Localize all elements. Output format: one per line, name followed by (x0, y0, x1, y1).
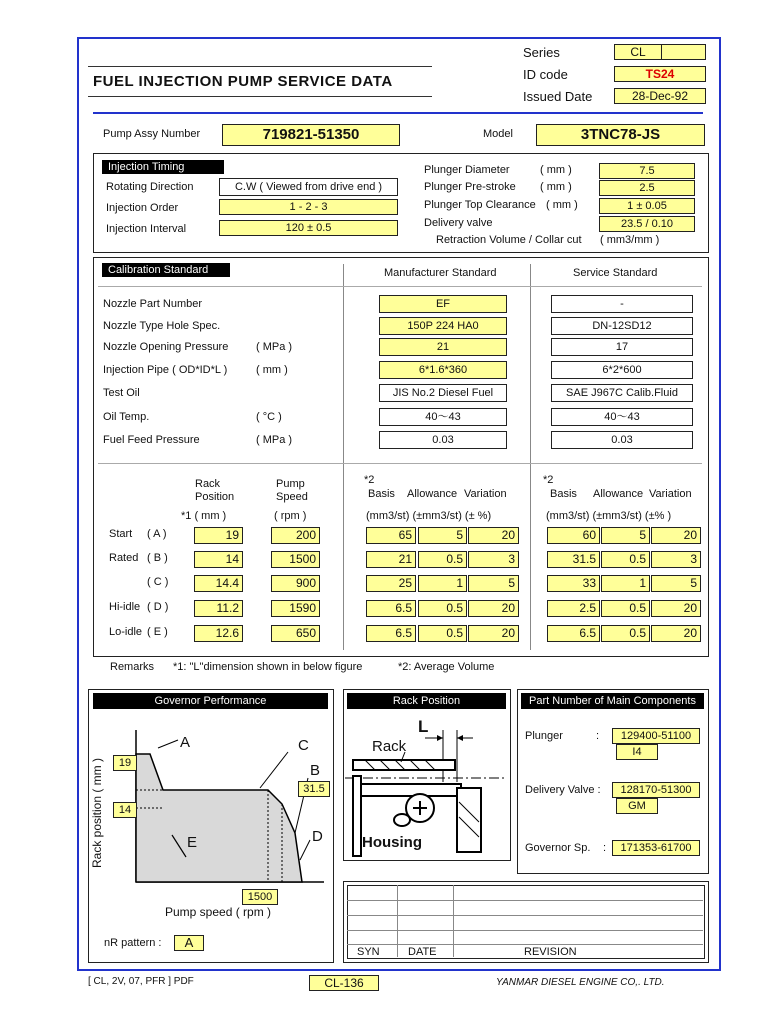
remarks-label: Remarks (110, 661, 155, 673)
cal-row-label: Nozzle Type Hole Spec. (103, 320, 221, 332)
perf-cell-s-allow: 0.5 (601, 600, 650, 617)
governor-point-a: A (180, 734, 191, 751)
cal-row-svc: SAE J967C Calib.Fluid (551, 384, 693, 402)
governor-y-14: 14 (113, 802, 137, 818)
nr-pattern-value: A (174, 935, 204, 951)
plunger-colon: : (596, 730, 600, 742)
perf-row-code: ( A ) (147, 528, 167, 540)
revision-line-4 (347, 944, 703, 945)
perf-cell-s-var: 20 (651, 625, 701, 642)
retraction-unit: ( mm3/mm ) (600, 234, 660, 246)
governor-x-1500: 1500 (242, 889, 278, 905)
delivery-label: Delivery valve (424, 217, 493, 229)
governor-y-19: 19 (113, 755, 137, 771)
cal-row-svc: 6*2*600 (551, 361, 693, 379)
perf-cell-rack: 14 (194, 551, 243, 568)
perf-row-code: ( C ) (147, 576, 169, 588)
perf-cell-m-var: 3 (468, 551, 519, 568)
perf-cell-s-var: 3 (651, 551, 701, 568)
note2-svc: *2 (543, 474, 554, 486)
perf-cell-s-var: 20 (651, 600, 701, 617)
revision-vline-2 (453, 885, 454, 957)
perf-cell-speed: 200 (271, 527, 320, 544)
interval-label: Injection Interval (106, 223, 187, 235)
governor-b-value: 31.5 (298, 781, 330, 797)
series-value: CL (614, 44, 662, 60)
id-value: TS24 (614, 66, 706, 82)
perf-cell-m-basis: 65 (366, 527, 416, 544)
remark-2: *2: Average Volume (398, 661, 495, 673)
cal-row-svc: 17 (551, 338, 693, 356)
rotating-value: C.W ( Viewed from drive end ) (219, 178, 398, 196)
mfr-basis: Basis (368, 488, 395, 500)
model-value: 3TNC78-JS (536, 124, 705, 146)
title-underline2 (88, 96, 432, 97)
delivery-valve-label: Delivery Valve : (525, 784, 601, 796)
prestroke-label: Plunger Pre-stroke (424, 181, 516, 193)
parts-header: Part Number of Main Components (521, 693, 704, 709)
series-extra (661, 44, 706, 60)
prestroke-value: 2.5 (599, 180, 695, 196)
svc-basis: Basis (550, 488, 577, 500)
perf-cell-speed: 900 (271, 575, 320, 592)
series-label: Series (523, 45, 560, 60)
perf-cell-m-allow: 0.5 (418, 600, 467, 617)
cal-hline-2 (98, 463, 702, 464)
cal-row-mfr: 40～43 (379, 408, 507, 426)
perf-row-code: ( B ) (147, 552, 168, 564)
perf-cell-m-var: 20 (468, 625, 519, 642)
plunger-dia-unit: ( mm ) (540, 164, 572, 176)
perf-cell-rack: 12.6 (194, 625, 243, 642)
perf-cell-m-var: 5 (468, 575, 519, 592)
perf-cell-m-allow: 1 (418, 575, 467, 592)
cal-row-mfr: 150P 224 HA0 (379, 317, 507, 335)
perf-cell-m-basis: 6.5 (366, 600, 416, 617)
perf-cell-s-allow: 0.5 (601, 551, 650, 568)
perf-cell-m-var: 20 (468, 600, 519, 617)
plunger-dia-value: 7.5 (599, 163, 695, 179)
perf-row-label: Lo-idle (109, 626, 143, 638)
revision-line-2 (347, 915, 703, 916)
remark-1: *1: "L"dimension shown in below figure (173, 661, 363, 673)
perf-cell-s-var: 5 (651, 575, 701, 592)
plunger-part-number: 129400-51100 (612, 728, 700, 744)
perf-row-label: Rated (109, 552, 139, 564)
mfr-standard-header: Manufacturer Standard (384, 267, 497, 279)
mfr-units: (mm3/st) (±mm3/st) (± %) (366, 510, 492, 522)
cal-divider-1 (343, 264, 344, 650)
mfr-allowance: Allowance (407, 488, 458, 500)
rack-l-label: L (418, 717, 429, 736)
footer-company: YANMAR DIESEL ENGINE CO,. LTD. (496, 977, 665, 988)
assy-label: Pump Assy Number (103, 128, 201, 140)
perf-cell-rack: 14.4 (194, 575, 243, 592)
pump-unit: ( rpm ) (274, 510, 307, 522)
plunger-dia-label: Plunger Diameter (424, 164, 510, 176)
cal-row-label: Nozzle Opening Pressure (103, 341, 229, 353)
svc-standard-header: Service Standard (573, 267, 658, 279)
perf-cell-m-basis: 6.5 (366, 625, 416, 642)
cal-row-unit: ( mm ) (256, 364, 288, 376)
perf-cell-speed: 650 (271, 625, 320, 642)
governor-ylabel: Rack position ( mm ) (90, 757, 105, 869)
governor-point-b: B (310, 762, 321, 779)
perf-cell-m-basis: 21 (366, 551, 416, 568)
header-rule (93, 112, 703, 114)
perf-cell-s-allow: 1 (601, 575, 650, 592)
perf-cell-m-allow: 0.5 (418, 551, 467, 568)
perf-row-code: ( D ) (147, 601, 169, 613)
delivery-valve-code: GM (616, 798, 658, 814)
rack-unit: *1 ( mm ) (181, 510, 227, 522)
svc-allowance: Allowance (593, 488, 644, 500)
perf-row-label: Start (109, 528, 133, 540)
cal-row-mfr: 21 (379, 338, 507, 356)
perf-cell-m-var: 20 (468, 527, 519, 544)
pump-header-2: Speed (276, 491, 308, 503)
rotating-label: Rotating Direction (106, 181, 194, 193)
page-title: FUEL INJECTION PUMP SERVICE DATA (93, 73, 393, 90)
perf-cell-rack: 11.2 (194, 600, 243, 617)
retraction-label: Retraction Volume / Collar cut (436, 234, 582, 246)
revision-date: DATE (408, 946, 437, 958)
footer-left: [ CL, 2V, 07, PFR ] PDF (88, 976, 194, 987)
cal-row-label: Oil Temp. (103, 411, 150, 423)
perf-cell-s-var: 20 (651, 527, 701, 544)
svc-units: (mm3/st) (±mm3/st) (±% ) (546, 510, 672, 522)
perf-cell-m-allow: 5 (418, 527, 467, 544)
timing-header: Injection Timing (102, 160, 224, 174)
delivery-value: 23.5 / 0.10 (599, 216, 695, 232)
governor-point-c: C (298, 737, 309, 754)
rack-header-2: Position (195, 491, 235, 503)
rack-label: Rack (372, 738, 407, 755)
nr-pattern-label: nR pattern : (104, 937, 162, 949)
plunger-code: I4 (616, 744, 658, 760)
cal-row-unit: ( MPa ) (256, 434, 293, 446)
revision-line-1 (347, 900, 703, 901)
cal-divider-2 (530, 264, 531, 650)
perf-cell-speed: 1590 (271, 600, 320, 617)
assy-value: 719821-51350 (222, 124, 400, 146)
order-value: 1 - 2 - 3 (219, 199, 398, 215)
perf-cell-s-basis: 31.5 (547, 551, 600, 568)
perf-cell-speed: 1500 (271, 551, 320, 568)
cal-row-label: Nozzle Part Number (103, 298, 203, 310)
perf-cell-s-basis: 2.5 (547, 600, 600, 617)
perf-cell-s-allow: 0.5 (601, 625, 650, 642)
cal-row-mfr: 6*1.6*360 (379, 361, 507, 379)
governor-spring-part-number: 171353-61700 (612, 840, 700, 856)
governor-spring-colon: : (603, 842, 607, 854)
plunger-label: Plunger (525, 730, 563, 742)
revision-syn: SYN (357, 946, 380, 958)
prestroke-unit: ( mm ) (540, 181, 572, 193)
cal-row-label: Fuel Feed Pressure (103, 434, 200, 446)
perf-cell-s-basis: 33 (547, 575, 600, 592)
rack-header: Rack Position (347, 693, 506, 709)
delivery-valve-part-number: 128170-51300 (612, 782, 700, 798)
revision-line-3 (347, 930, 703, 931)
cal-row-label: Injection Pipe ( OD*ID*L ) (103, 364, 228, 376)
housing-label: Housing (362, 834, 422, 851)
model-label: Model (483, 128, 513, 140)
perf-cell-rack: 19 (194, 527, 243, 544)
cal-row-svc: 40～43 (551, 408, 693, 426)
footer-code: CL-136 (309, 975, 379, 991)
issued-value: 28-Dec-92 (614, 88, 706, 104)
perf-cell-m-basis: 25 (366, 575, 416, 592)
perf-row-label: Hi-idle (109, 601, 141, 613)
governor-spring-label: Governor Sp. (525, 842, 591, 854)
cal-row-svc: 0.03 (551, 431, 693, 449)
cal-row-mfr: 0.03 (379, 431, 507, 449)
interval-value: 120 ± 0.5 (219, 220, 398, 236)
cal-row-svc: - (551, 295, 693, 313)
perf-cell-m-allow: 0.5 (418, 625, 467, 642)
governor-xlabel: Pump speed ( rpm ) (165, 905, 272, 919)
governor-point-e: E (187, 834, 198, 851)
top-clearance-label: Plunger Top Clearance (424, 199, 536, 211)
note2-mfr: *2 (364, 474, 375, 486)
perf-cell-s-basis: 6.5 (547, 625, 600, 642)
order-label: Injection Order (106, 202, 179, 214)
mfr-variation: Variation (464, 488, 507, 500)
pump-header-1: Pump (276, 478, 305, 490)
top-clearance-unit: ( mm ) (546, 199, 578, 211)
governor-header: Governor Performance (93, 693, 328, 709)
revision-label: REVISION (524, 946, 577, 958)
cal-row-label: Test Oil (103, 387, 140, 399)
title-underline (88, 66, 432, 67)
issued-label: Issued Date (523, 89, 593, 104)
governor-point-d: D (312, 828, 323, 845)
rack-header-1: Rack (195, 478, 221, 490)
revision-vline-1 (397, 885, 398, 957)
svc-variation: Variation (649, 488, 692, 500)
calibration-header: Calibration Standard (102, 263, 230, 277)
perf-row-code: ( E ) (147, 626, 168, 638)
top-clearance-value: 1 ± 0.05 (599, 198, 695, 214)
id-label: ID code (523, 67, 568, 82)
cal-row-unit: ( °C ) (256, 411, 282, 423)
cal-row-svc: DN-12SD12 (551, 317, 693, 335)
perf-cell-s-basis: 60 (547, 527, 600, 544)
cal-row-mfr: JIS No.2 Diesel Fuel (379, 384, 507, 402)
cal-row-unit: ( MPa ) (256, 341, 293, 353)
cal-row-mfr: EF (379, 295, 507, 313)
cal-hline-1 (98, 286, 702, 287)
perf-cell-s-allow: 5 (601, 527, 650, 544)
